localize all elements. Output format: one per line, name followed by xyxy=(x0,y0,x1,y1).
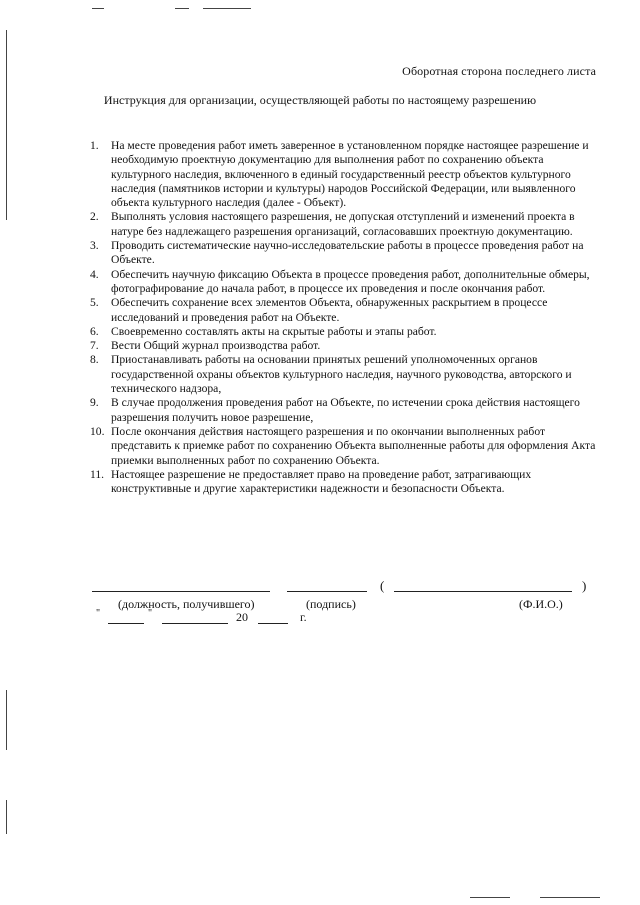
scan-mark xyxy=(540,897,600,898)
document-title: Инструкция для организации, осуществляющей работы по настоящему разрешению xyxy=(103,93,537,107)
item-text: Обеспечить научную фиксацию Объекта в процессе проведения работ, дополнительные обмеры, фотографирование до начала работ, в процессе их проведения и после окончания работ. xyxy=(111,267,590,295)
instruction-item xyxy=(90,239,602,268)
item-text: В случае продолжения проведения работ на Объекте, по истечении срока действия настоящего разрешения получить новое разрешение, xyxy=(111,396,580,424)
name-line xyxy=(394,591,572,592)
year-suffix: г. xyxy=(300,610,307,624)
open-paren: ( xyxy=(380,578,385,593)
item-text: Вести Общий журнал производства работ. xyxy=(111,339,321,353)
scan-mark xyxy=(6,690,7,750)
item-text: На месте проведения работ иметь заверенное в установленном порядке настоящее разрешение и необходимую проектную документацию для выполнения работ по сохранению объекта культурного наследия, включенного в единый государственный реестр объектов культурного наследия (памятников истории и культуры) народов Российской Федерации, или выявленного объекта культурного наследия (далее - Объект). xyxy=(111,139,589,210)
item-text: Своевременно составлять акты на скрытые работы и этапы работ. xyxy=(111,324,437,338)
day-line xyxy=(108,623,144,624)
year-prefix: 20 xyxy=(236,610,248,624)
scan-mark xyxy=(175,8,189,9)
signature-label: (подпись) xyxy=(306,597,356,611)
header-note: Оборотная сторона последнего листа xyxy=(402,64,596,78)
instruction-item xyxy=(90,296,602,325)
quote-open: " xyxy=(96,608,101,619)
item-text: Приостанавливать работы на основании принятых решений уполномоченных органов государственной охраны объектов культурного наследия, научного руководства, авторского и технического надзора, xyxy=(111,353,572,396)
scan-mark xyxy=(203,8,251,9)
position-line xyxy=(92,591,270,592)
scan-mark xyxy=(6,800,7,834)
instruction-item xyxy=(90,325,602,339)
item-number: 6. xyxy=(90,324,99,338)
instruction-item xyxy=(90,268,602,297)
instruction-item xyxy=(90,425,602,468)
instruction-item xyxy=(90,468,602,497)
instruction-item xyxy=(90,396,602,425)
item-number: 4. xyxy=(90,267,99,281)
quote-close: " xyxy=(148,608,153,619)
position-label: (должность, получившего) xyxy=(118,597,255,611)
instruction-item xyxy=(90,353,602,396)
close-paren: ) xyxy=(582,578,587,593)
item-number: 11. xyxy=(90,467,105,481)
item-text: Обеспечить сохранение всех элементов Объекта, обнаруженных раскрытием в процессе исследований и проведения работ на Объекте. xyxy=(111,296,548,324)
instruction-item xyxy=(90,339,602,353)
item-number: 2. xyxy=(90,210,99,224)
scan-mark xyxy=(6,30,7,220)
item-number: 10. xyxy=(90,424,105,438)
item-number: 8. xyxy=(90,353,99,367)
year-line xyxy=(258,623,288,624)
month-line xyxy=(162,623,228,624)
item-text: Настоящее разрешение не предоставляет право на проведение работ, затрагивающих конструктивные и другие характеристики надежности и безопасности Объекта. xyxy=(111,467,532,496)
scan-mark xyxy=(470,897,510,898)
item-text: После окончания действия настоящего разрешения и по окончании выполненных работ представить к приемке работ по сохранению Объекта выполненные работы для оформления Акта приемки выполненных работ по сохранению Объекта. xyxy=(111,424,596,467)
item-number: 5. xyxy=(90,296,99,310)
signature-line xyxy=(287,591,367,592)
name-label: (Ф.И.О.) xyxy=(519,597,563,611)
instruction-item xyxy=(90,139,602,210)
instruction-list xyxy=(90,139,602,496)
item-text: Проводить систематические научно-исследовательские работы в процессе проведения работ на Объекте. xyxy=(111,239,584,267)
item-number: 3. xyxy=(90,239,99,253)
scan-mark xyxy=(92,8,104,9)
instruction-item xyxy=(90,210,602,239)
item-number: 1. xyxy=(90,139,99,152)
item-number: 9. xyxy=(90,396,99,410)
item-text: Выполнять условия настоящего разрешения, не допуская отступлений и изменений проекта в натуре без надлежащего разрешения организаций, согласовавших проектную документацию. xyxy=(111,210,575,238)
item-number: 7. xyxy=(90,339,99,353)
